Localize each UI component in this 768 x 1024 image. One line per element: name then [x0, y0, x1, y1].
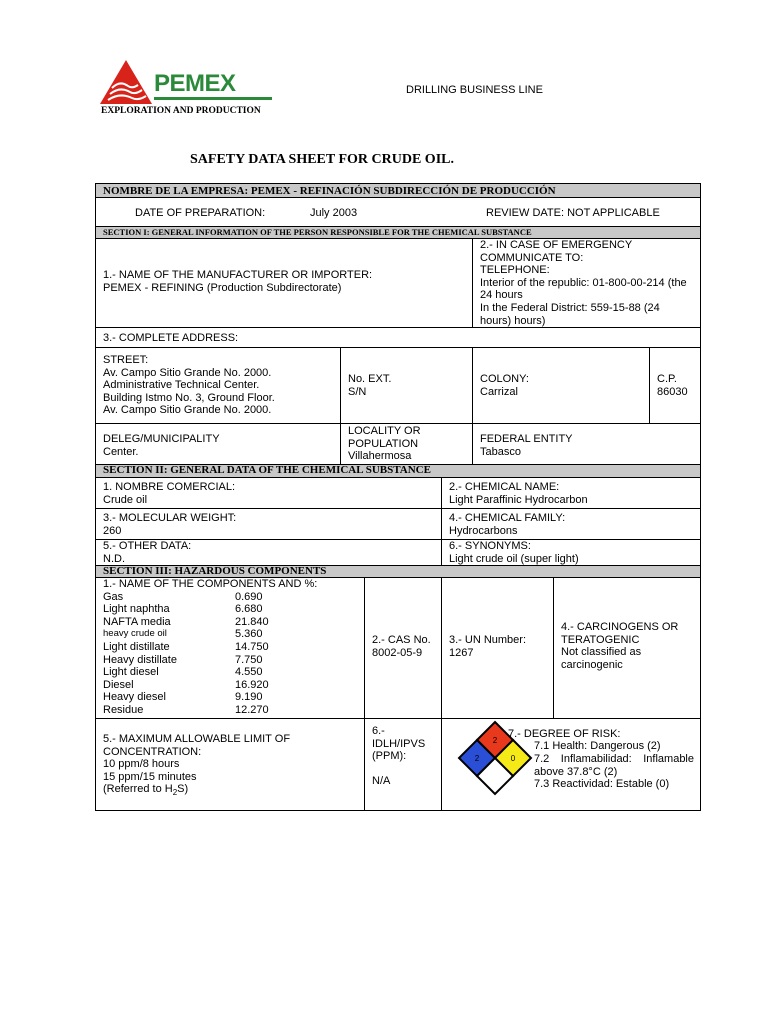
- components-row: [95, 578, 701, 719]
- components-label: 1.- NAME OF THE COMPONENTS AND %:: [103, 578, 318, 590]
- section2-title-text: SECTION II: GENERAL DATA OF THE CHEMICAL SUBSTANCE: [103, 464, 431, 476]
- limit-ref-subscript: 2: [172, 788, 178, 798]
- component-name: Residue: [103, 703, 144, 716]
- component-name: heavy crude oil: [103, 628, 167, 640]
- pemex-logo: [98, 58, 278, 108]
- cas-number-field: 2.- CAS No. 8002-05-9: [364, 578, 441, 718]
- limits-row: [95, 719, 701, 811]
- molecular-row: [95, 509, 701, 540]
- dates-row: [95, 198, 701, 227]
- components-list: [103, 591, 357, 717]
- other-data-row: [95, 540, 701, 566]
- ext-number-field: No. EXT. S/N: [340, 348, 472, 423]
- component-percent: 4.550: [235, 666, 263, 679]
- synonyms-field: 6.- SYNONYMS: Light crude oil (super light): [441, 540, 700, 565]
- logo-underline: [154, 97, 272, 100]
- component-name: Heavy diesel: [103, 691, 166, 704]
- component-row: [103, 679, 357, 692]
- risk-title: 7.- DEGREE OF RISK:: [508, 728, 621, 740]
- manufacturer-field: 1.- NAME OF THE MANUFACTURER OR IMPORTER: PEMEX - REFINING (Production Subdirectorate): [103, 269, 373, 294]
- address-label: 3.- COMPLETE ADDRESS:: [103, 332, 239, 344]
- components-field: [96, 578, 364, 718]
- prep-date-label: DATE OF PREPARATION:: [135, 207, 266, 219]
- other-data-field: 5.- OTHER DATA: N.D.: [103, 540, 192, 565]
- idlh-field: 6.- IDLH/IPVS (PPM): N/A: [364, 719, 441, 810]
- pemex-flame-icon: [98, 58, 154, 106]
- component-percent: 9.190: [235, 691, 263, 704]
- un-number-field: 3.- UN Number: 1267: [441, 578, 553, 718]
- component-percent: 21.840: [235, 615, 269, 628]
- locality-field: LOCALITY OR POPULATION Villahermosa: [340, 424, 472, 464]
- component-name: Heavy distillate: [103, 653, 177, 666]
- municipality-field: DELEG/MUNICIPALITY Center.: [103, 433, 220, 458]
- carcinogens-field: 4.- CARCINOGENS OR TERATOGENIC Not classified as carcinogenic: [553, 578, 700, 718]
- component-name: Light diesel: [103, 666, 159, 679]
- section2-title: [95, 465, 701, 478]
- component-name: Diesel: [103, 678, 134, 691]
- locality-row: [95, 424, 701, 465]
- street-field: STREET: Av. Campo Sitio Grande No. 2000. Administrative Technical Center. Building Istmo No. 3, Ground Floor. Av. Campo Sitio Grande No. 2000.: [103, 354, 275, 417]
- limit-field: [96, 719, 364, 810]
- nfpa-right-number: 0: [510, 754, 516, 763]
- section3-title: [95, 566, 701, 578]
- document-title: SAFETY DATA SHEET FOR CRUDE OIL.: [190, 152, 454, 167]
- component-percent: 14.750: [235, 640, 269, 653]
- colony-field: COLONY: Carrizal: [472, 348, 649, 423]
- component-row: [103, 704, 357, 717]
- component-percent: 12.270: [235, 703, 269, 716]
- federal-entity-field: FEDERAL ENTITY Tabasco: [472, 424, 700, 464]
- component-row: [103, 603, 357, 616]
- component-name: Gas: [103, 590, 124, 603]
- prep-date-value: July 2003: [310, 207, 358, 219]
- nfpa-left-number: 2: [474, 754, 480, 763]
- chemical-family-field: 4.- CHEMICAL FAMILY: Hydrocarbons: [441, 509, 700, 539]
- component-percent: 0.690: [235, 590, 263, 603]
- component-row: [103, 616, 357, 629]
- component-percent: 6.680: [235, 603, 263, 616]
- limit-ref-suffix: S): [177, 783, 189, 796]
- component-percent: 5.360: [235, 628, 263, 641]
- safety-data-table: [95, 183, 701, 811]
- limit-text: 5.- MAXIMUM ALLOWABLE LIMIT OF CONCENTRATION: 10 ppm/8 hours 15 ppm/15 minutes: [103, 733, 291, 783]
- company-row: [95, 183, 701, 198]
- chemical-name-field: 2.- CHEMICAL NAME: Light Paraffinic Hydrocarbon: [441, 478, 700, 508]
- component-row: [103, 691, 357, 704]
- component-name: Light naphtha: [103, 603, 170, 616]
- limit-ref-text: (Referred to H: [103, 783, 173, 796]
- component-row: [103, 666, 357, 679]
- manufacturer-row: [95, 239, 701, 328]
- emergency-field: 2.- IN CASE OF EMERGENCY COMMUNICATE TO: TELEPHONE: Interior of the republic: 01-800-00-214 (the 24 hours In the Federal District: 559-15-88 (24 hours) hours): [472, 239, 700, 327]
- component-row: [103, 591, 357, 604]
- section1-title-text: SECTION I: GENERAL INFORMATION OF THE PERSON RESPONSIBLE FOR THE CHEMICAL SUBSTANCE: [103, 227, 532, 237]
- commercial-name-field: 1. NOMBRE COMERCIAL: Crude oil: [103, 481, 236, 506]
- component-name: NAFTA media: [103, 615, 171, 628]
- company-name: NOMBRE DE LA EMPRESA: PEMEX - REFINACIÓN SUBDIRECCIÓN DE PRODUCCIÓN: [103, 185, 556, 197]
- section3-title-text: SECTION III: HAZARDOUS COMPONENTS: [103, 565, 327, 577]
- degree-of-risk-field: [441, 719, 700, 810]
- business-line: DRILLING BUSINESS LINE: [406, 84, 543, 96]
- component-row: [103, 628, 357, 641]
- address-label-row: [95, 328, 701, 348]
- molecular-weight-field: 3.- MOLECULAR WEIGHT: 260: [103, 512, 237, 537]
- nfpa-top-number: 2: [492, 736, 498, 745]
- risk-reactivity: 7.3 Reactividad: Estable (0): [534, 778, 670, 790]
- section1-title: [95, 227, 701, 239]
- component-row: [103, 654, 357, 667]
- component-row: [103, 641, 357, 654]
- pemex-wordmark: PEMEX: [154, 70, 236, 97]
- component-percent: 7.750: [235, 653, 263, 666]
- limit-reference: [103, 783, 357, 800]
- component-percent: 16.920: [235, 678, 269, 691]
- division-label: EXPLORATION AND PRODUCTION: [101, 106, 261, 116]
- street-row: [95, 348, 701, 424]
- postal-code-field: C.P. 86030: [649, 348, 700, 423]
- risk-health: 7.1 Health: Dangerous (2): [534, 740, 661, 752]
- commercial-row: [95, 478, 701, 509]
- risk-flammability: 7.2 Inflamabilidad: Inflamable above 37.8°C (2): [534, 753, 694, 778]
- component-name: Light distillate: [103, 640, 170, 653]
- review-date: REVIEW DATE: NOT APPLICABLE: [486, 207, 660, 219]
